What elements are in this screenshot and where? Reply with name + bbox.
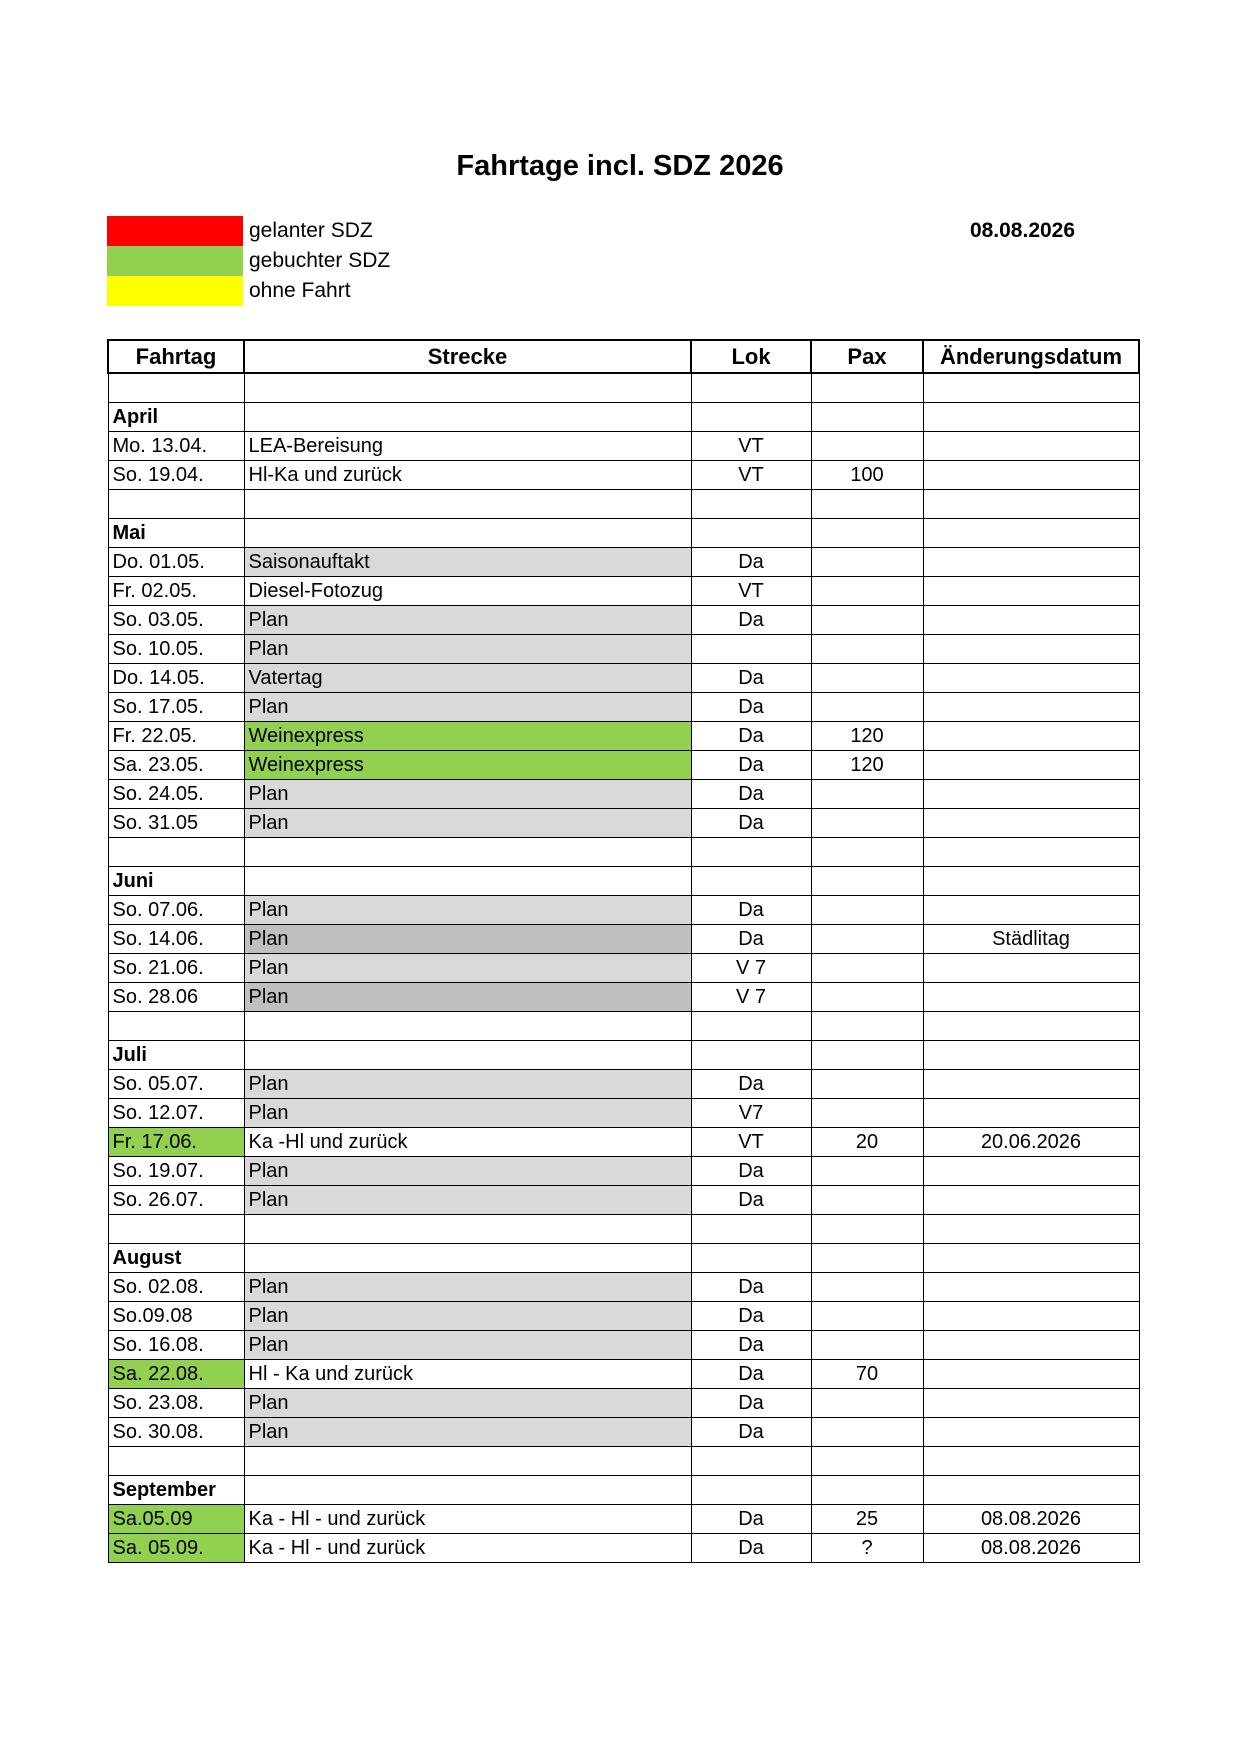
pax-cell — [811, 1099, 923, 1128]
document-date: 08.08.2026 — [969, 219, 1076, 242]
empty-cell — [923, 838, 1139, 867]
aenderungsdatum-cell — [923, 635, 1139, 664]
table-row — [108, 432, 1139, 461]
table-row — [108, 548, 1139, 577]
legend-label: ohne Fahrt — [249, 279, 351, 302]
fahrtag-cell: So. 16.08. — [108, 1331, 244, 1360]
table-row — [108, 1186, 1139, 1215]
strecke-cell: Plan — [244, 606, 691, 635]
header-strecke: Strecke — [244, 340, 691, 373]
pax-cell — [811, 925, 923, 954]
empty-cell — [108, 838, 244, 867]
table-row — [108, 1360, 1139, 1389]
lok-cell: V 7 — [691, 954, 811, 983]
aenderungsdatum-cell — [923, 577, 1139, 606]
fahrtag-cell: Fr. 02.05. — [108, 577, 244, 606]
lok-cell: Da — [691, 722, 811, 751]
legend-item — [107, 246, 390, 276]
aenderungsdatum-cell — [923, 1157, 1139, 1186]
legend-swatch-green — [107, 246, 243, 276]
pax-cell — [811, 1070, 923, 1099]
empty-cell — [691, 490, 811, 519]
legend-swatch-yellow — [107, 276, 243, 306]
strecke-cell: Plan — [244, 1099, 691, 1128]
strecke-cell: Plan — [244, 983, 691, 1012]
lok-cell: Da — [691, 809, 811, 838]
table-row — [108, 780, 1139, 809]
table-row — [108, 1070, 1139, 1099]
empty-cell — [811, 1244, 923, 1273]
table-row — [108, 1418, 1139, 1447]
empty-cell — [244, 1215, 691, 1244]
aenderungsdatum-cell — [923, 1418, 1139, 1447]
lok-cell: Da — [691, 1157, 811, 1186]
pax-cell — [811, 635, 923, 664]
strecke-cell: Saisonauftakt — [244, 548, 691, 577]
schedule-table — [107, 339, 1140, 1563]
strecke-cell: Ka -Hl und zurück — [244, 1128, 691, 1157]
table-row — [108, 1389, 1139, 1418]
strecke-cell: Hl - Ka und zurück — [244, 1360, 691, 1389]
aenderungsdatum-cell: 08.08.2026 — [923, 1534, 1139, 1563]
fahrtag-cell: So. 19.07. — [108, 1157, 244, 1186]
empty-cell — [691, 1215, 811, 1244]
lok-cell: VT — [691, 1128, 811, 1157]
fahrtag-cell: So. 10.05. — [108, 635, 244, 664]
pax-cell — [811, 809, 923, 838]
empty-cell — [244, 1041, 691, 1070]
pax-cell — [811, 983, 923, 1012]
strecke-cell: Plan — [244, 1157, 691, 1186]
strecke-cell: Weinexpress — [244, 751, 691, 780]
pax-cell — [811, 1418, 923, 1447]
empty-cell — [923, 373, 1139, 403]
aenderungsdatum-cell — [923, 1302, 1139, 1331]
empty-cell — [923, 1244, 1139, 1273]
strecke-cell: Plan — [244, 954, 691, 983]
fahrtag-cell: So. 30.08. — [108, 1418, 244, 1447]
aenderungsdatum-cell: Städlitag — [923, 925, 1139, 954]
table-row — [108, 1128, 1139, 1157]
empty-cell — [244, 867, 691, 896]
strecke-cell: Vatertag — [244, 664, 691, 693]
lok-cell: Da — [691, 751, 811, 780]
empty-cell — [108, 490, 244, 519]
empty-cell — [691, 1244, 811, 1273]
blank-row — [108, 1447, 1139, 1476]
fahrtag-cell: So. 03.05. — [108, 606, 244, 635]
strecke-cell: Plan — [244, 1331, 691, 1360]
lok-cell: Da — [691, 1273, 811, 1302]
lok-cell: Da — [691, 780, 811, 809]
month-row — [108, 1041, 1139, 1070]
aenderungsdatum-cell — [923, 1331, 1139, 1360]
lok-cell: Da — [691, 1534, 811, 1563]
empty-cell — [691, 373, 811, 403]
lok-cell: Da — [691, 1331, 811, 1360]
table-row — [108, 1157, 1139, 1186]
empty-cell — [811, 519, 923, 548]
empty-cell — [811, 1012, 923, 1041]
blank-row — [108, 490, 1139, 519]
fahrtag-cell: So. 24.05. — [108, 780, 244, 809]
fahrtag-cell: Sa.05.09 — [108, 1505, 244, 1534]
aenderungsdatum-cell — [923, 461, 1139, 490]
table-row — [108, 461, 1139, 490]
table-row — [108, 896, 1139, 925]
fahrtag-cell: So. 17.05. — [108, 693, 244, 722]
pax-cell: 120 — [811, 751, 923, 780]
empty-cell — [108, 373, 244, 403]
lok-cell: Da — [691, 1360, 811, 1389]
month-row — [108, 1244, 1139, 1273]
strecke-cell: Plan — [244, 1418, 691, 1447]
table-row — [108, 606, 1139, 635]
aenderungsdatum-cell — [923, 432, 1139, 461]
empty-cell — [691, 1447, 811, 1476]
strecke-cell: Plan — [244, 1302, 691, 1331]
strecke-cell: Weinexpress — [244, 722, 691, 751]
pax-cell — [811, 577, 923, 606]
fahrtag-cell: So. 21.06. — [108, 954, 244, 983]
fahrtag-cell: Sa. 23.05. — [108, 751, 244, 780]
empty-cell — [244, 1476, 691, 1505]
pax-cell: 120 — [811, 722, 923, 751]
empty-cell — [811, 1041, 923, 1070]
empty-cell — [923, 867, 1139, 896]
empty-cell — [811, 838, 923, 867]
blank-row — [108, 838, 1139, 867]
strecke-cell: Plan — [244, 1186, 691, 1215]
empty-cell — [108, 1215, 244, 1244]
lok-cell: V 7 — [691, 983, 811, 1012]
empty-cell — [923, 519, 1139, 548]
strecke-cell: Plan — [244, 896, 691, 925]
strecke-cell: Plan — [244, 693, 691, 722]
fahrtag-cell: Fr. 22.05. — [108, 722, 244, 751]
header-pax: Pax — [811, 340, 923, 373]
fahrtag-cell: So. 31.05 — [108, 809, 244, 838]
aenderungsdatum-cell — [923, 664, 1139, 693]
empty-cell — [923, 403, 1139, 432]
month-row — [108, 519, 1139, 548]
aenderungsdatum-cell — [923, 1389, 1139, 1418]
pax-cell — [811, 954, 923, 983]
empty-cell — [691, 403, 811, 432]
strecke-cell: Plan — [244, 1389, 691, 1418]
aenderungsdatum-cell — [923, 780, 1139, 809]
strecke-cell: Ka - Hl - und zurück — [244, 1505, 691, 1534]
fahrtag-cell: So. 12.07. — [108, 1099, 244, 1128]
legend-label: gebuchter SDZ — [249, 249, 391, 272]
blank-row — [108, 1215, 1139, 1244]
empty-cell — [811, 1447, 923, 1476]
header-lok: Lok — [691, 340, 811, 373]
table-row — [108, 1331, 1139, 1360]
fahrtag-cell: So. 23.08. — [108, 1389, 244, 1418]
empty-cell — [244, 373, 691, 403]
legend-item — [107, 216, 390, 246]
empty-cell — [108, 1447, 244, 1476]
month-label: Juni — [108, 867, 244, 896]
lok-cell: Da — [691, 693, 811, 722]
pax-cell — [811, 693, 923, 722]
month-row — [108, 867, 1139, 896]
legend-swatch-red — [107, 216, 243, 246]
empty-cell — [811, 490, 923, 519]
fahrtag-cell: So.09.08 — [108, 1302, 244, 1331]
strecke-cell: LEA-Bereisung — [244, 432, 691, 461]
pax-cell — [811, 1157, 923, 1186]
table-row — [108, 635, 1139, 664]
legend-item — [107, 276, 390, 306]
aenderungsdatum-cell — [923, 809, 1139, 838]
pax-cell — [811, 780, 923, 809]
pax-cell: 70 — [811, 1360, 923, 1389]
lok-cell: Da — [691, 548, 811, 577]
aenderungsdatum-cell: 20.06.2026 — [923, 1128, 1139, 1157]
aenderungsdatum-cell — [923, 1273, 1139, 1302]
aenderungsdatum-cell — [923, 954, 1139, 983]
lok-cell: Da — [691, 1302, 811, 1331]
empty-cell — [244, 838, 691, 867]
empty-cell — [108, 1012, 244, 1041]
legend-label: gelanter SDZ — [249, 219, 373, 242]
table-row — [108, 693, 1139, 722]
lok-cell: V7 — [691, 1099, 811, 1128]
empty-cell — [691, 1041, 811, 1070]
month-label: August — [108, 1244, 244, 1273]
empty-cell — [244, 403, 691, 432]
pax-cell — [811, 1186, 923, 1215]
strecke-cell: Plan — [244, 1273, 691, 1302]
fahrtag-cell: So. 19.04. — [108, 461, 244, 490]
pax-cell: 25 — [811, 1505, 923, 1534]
aenderungsdatum-cell: 08.08.2026 — [923, 1505, 1139, 1534]
empty-cell — [244, 490, 691, 519]
table-header-row — [108, 340, 1139, 373]
strecke-cell: Hl-Ka und zurück — [244, 461, 691, 490]
aenderungsdatum-cell — [923, 896, 1139, 925]
table-row — [108, 1099, 1139, 1128]
fahrtag-cell: Sa. 22.08. — [108, 1360, 244, 1389]
blank-row — [108, 1012, 1139, 1041]
table-row — [108, 1302, 1139, 1331]
lok-cell: Da — [691, 1505, 811, 1534]
pax-cell: 100 — [811, 461, 923, 490]
lok-cell: Da — [691, 925, 811, 954]
empty-cell — [811, 1215, 923, 1244]
pax-cell — [811, 606, 923, 635]
pax-cell — [811, 548, 923, 577]
empty-cell — [244, 1244, 691, 1273]
pax-cell — [811, 1389, 923, 1418]
table-row — [108, 1505, 1139, 1534]
table-row — [108, 1273, 1139, 1302]
lok-cell: Da — [691, 606, 811, 635]
empty-cell — [923, 490, 1139, 519]
empty-cell — [923, 1476, 1139, 1505]
empty-cell — [691, 519, 811, 548]
aenderungsdatum-cell — [923, 722, 1139, 751]
header-aenderungsdatum: Änderungsdatum — [923, 340, 1139, 373]
lok-cell: Da — [691, 1070, 811, 1099]
empty-cell — [691, 1012, 811, 1041]
empty-cell — [691, 838, 811, 867]
lok-cell: Da — [691, 1418, 811, 1447]
empty-cell — [691, 867, 811, 896]
strecke-cell: Plan — [244, 1070, 691, 1099]
fahrtag-cell: Mo. 13.04. — [108, 432, 244, 461]
empty-cell — [923, 1041, 1139, 1070]
empty-cell — [923, 1012, 1139, 1041]
page-title: Fahrtage incl. SDZ 2026 — [456, 150, 784, 182]
fahrtag-cell: Sa. 05.09. — [108, 1534, 244, 1563]
strecke-cell: Ka - Hl - und zurück — [244, 1534, 691, 1563]
table-row — [108, 983, 1139, 1012]
month-label: September — [108, 1476, 244, 1505]
strecke-cell: Plan — [244, 809, 691, 838]
empty-cell — [244, 1012, 691, 1041]
pax-cell — [811, 1273, 923, 1302]
fahrtag-cell: Do. 14.05. — [108, 664, 244, 693]
table-row — [108, 751, 1139, 780]
lok-cell: Da — [691, 1186, 811, 1215]
table-row — [108, 809, 1139, 838]
month-row — [108, 1476, 1139, 1505]
pax-cell: ? — [811, 1534, 923, 1563]
month-row — [108, 403, 1139, 432]
pax-cell — [811, 664, 923, 693]
pax-cell: 20 — [811, 1128, 923, 1157]
fahrtag-cell: Fr. 17.06. — [108, 1128, 244, 1157]
lok-cell: Da — [691, 896, 811, 925]
table-body — [108, 373, 1139, 1563]
aenderungsdatum-cell — [923, 1099, 1139, 1128]
fahrtag-cell: So. 28.06 — [108, 983, 244, 1012]
table-row — [108, 664, 1139, 693]
header-fahrtag: Fahrtag — [108, 340, 244, 373]
aenderungsdatum-cell — [923, 548, 1139, 577]
blank-row — [108, 373, 1139, 403]
table-row — [108, 925, 1139, 954]
fahrtag-cell: So. 07.06. — [108, 896, 244, 925]
fahrtag-cell: So. 26.07. — [108, 1186, 244, 1215]
empty-cell — [811, 403, 923, 432]
empty-cell — [811, 373, 923, 403]
fahrtag-cell: So. 02.08. — [108, 1273, 244, 1302]
strecke-cell: Plan — [244, 635, 691, 664]
lok-cell: VT — [691, 577, 811, 606]
empty-cell — [244, 519, 691, 548]
fahrtag-cell: Do. 01.05. — [108, 548, 244, 577]
strecke-cell: Diesel-Fotozug — [244, 577, 691, 606]
table-row — [108, 722, 1139, 751]
empty-cell — [923, 1215, 1139, 1244]
empty-cell — [811, 867, 923, 896]
month-label: Mai — [108, 519, 244, 548]
lok-cell: Da — [691, 664, 811, 693]
strecke-cell: Plan — [244, 925, 691, 954]
aenderungsdatum-cell — [923, 983, 1139, 1012]
aenderungsdatum-cell — [923, 1186, 1139, 1215]
pax-cell — [811, 1302, 923, 1331]
empty-cell — [244, 1447, 691, 1476]
empty-cell — [811, 1476, 923, 1505]
aenderungsdatum-cell — [923, 1070, 1139, 1099]
lok-cell: VT — [691, 461, 811, 490]
lok-cell — [691, 635, 811, 664]
legend — [107, 216, 390, 306]
empty-cell — [691, 1476, 811, 1505]
fahrtag-cell: So. 05.07. — [108, 1070, 244, 1099]
pax-cell — [811, 896, 923, 925]
fahrtag-cell: So. 14.06. — [108, 925, 244, 954]
aenderungsdatum-cell — [923, 1360, 1139, 1389]
pax-cell — [811, 432, 923, 461]
pax-cell — [811, 1331, 923, 1360]
strecke-cell: Plan — [244, 780, 691, 809]
month-label: April — [108, 403, 244, 432]
aenderungsdatum-cell — [923, 693, 1139, 722]
table-row — [108, 577, 1139, 606]
empty-cell — [923, 1447, 1139, 1476]
month-label: Juli — [108, 1041, 244, 1070]
aenderungsdatum-cell — [923, 606, 1139, 635]
table-row — [108, 954, 1139, 983]
lok-cell: Da — [691, 1389, 811, 1418]
table-row — [108, 1534, 1139, 1563]
lok-cell: VT — [691, 432, 811, 461]
aenderungsdatum-cell — [923, 751, 1139, 780]
